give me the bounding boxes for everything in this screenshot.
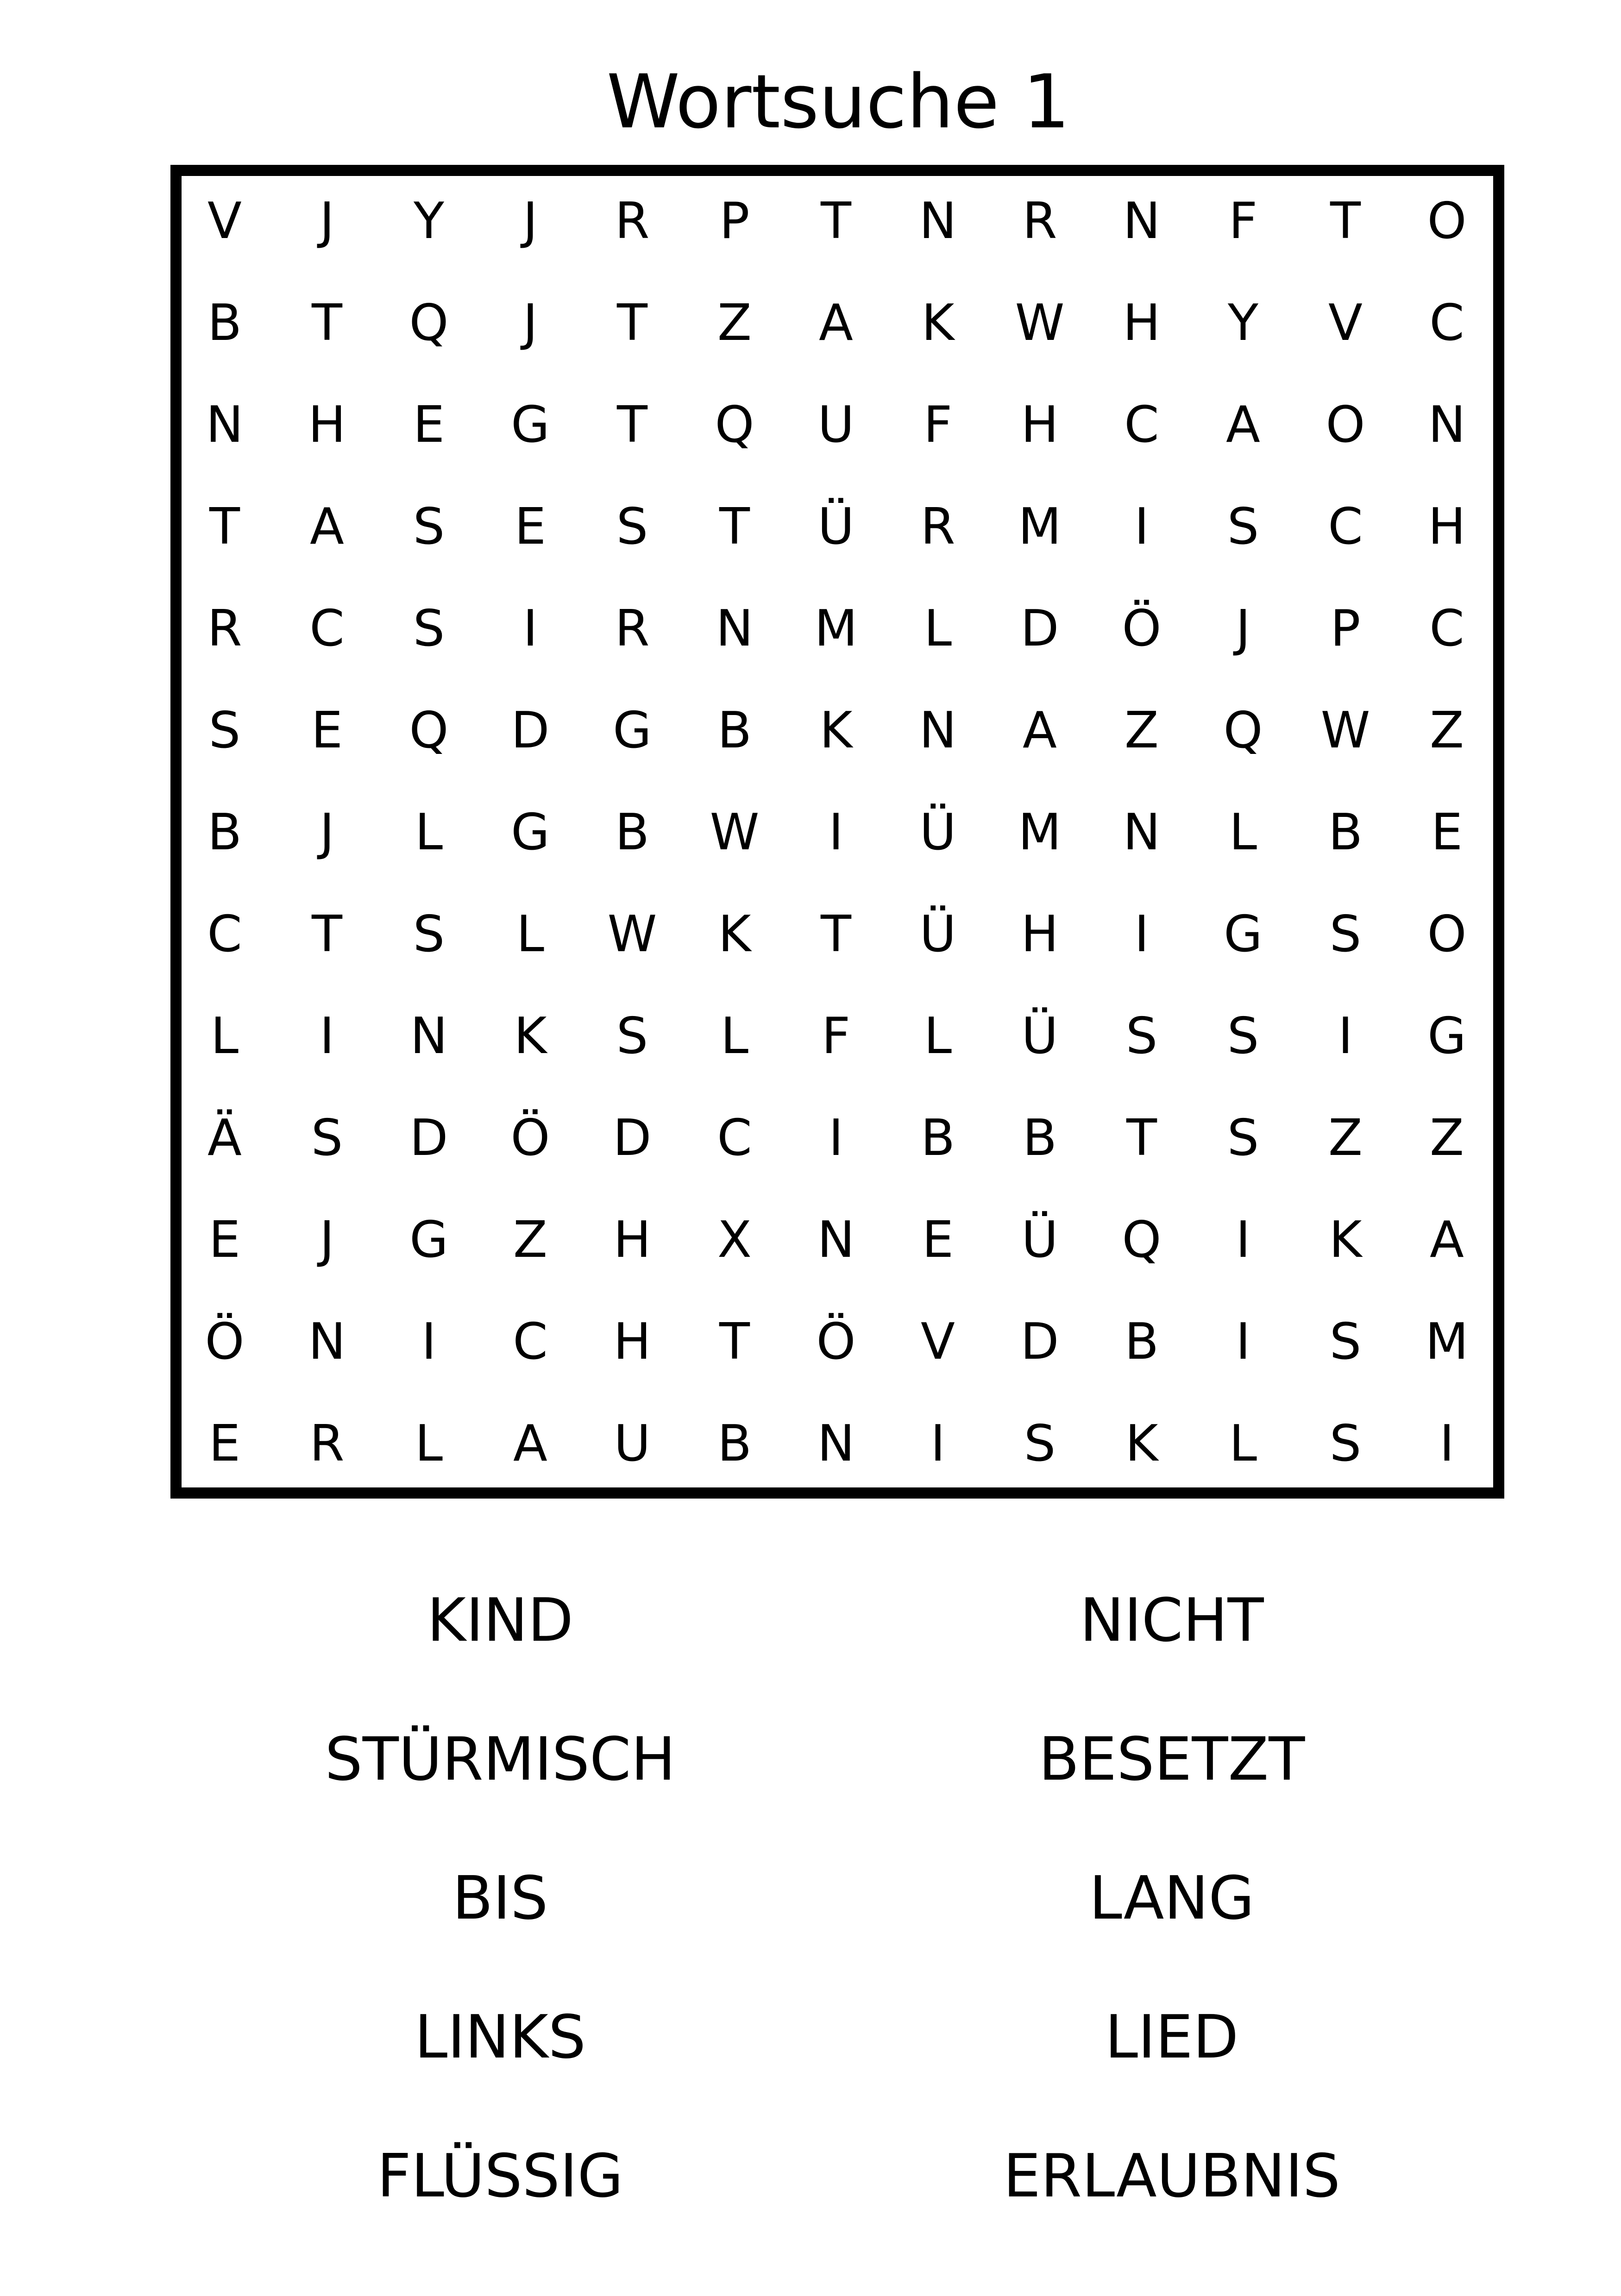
grid-letter[interactable]: Ü: [919, 803, 956, 861]
grid-letter[interactable]: Z: [1430, 1109, 1464, 1167]
grid-row: [182, 1189, 1493, 1291]
grid-letter[interactable]: Z: [1430, 702, 1464, 759]
grid-letter[interactable]: D: [511, 702, 550, 759]
grid-letter[interactable]: J: [523, 294, 538, 352]
grid-letter[interactable]: G: [1224, 905, 1263, 963]
grid-letter[interactable]: B: [615, 803, 650, 861]
grid-letter[interactable]: E: [208, 1415, 241, 1473]
grid-letter[interactable]: U: [817, 396, 854, 454]
search-word: LIED: [1105, 2003, 1239, 2072]
grid-row: [182, 884, 1493, 985]
grid-letter[interactable]: A: [310, 498, 344, 556]
grid-letter[interactable]: B: [1022, 1109, 1057, 1167]
grid-letter[interactable]: C: [207, 905, 242, 963]
grid-letter[interactable]: I: [1236, 1313, 1250, 1371]
grid-letter[interactable]: Q: [1122, 1211, 1162, 1269]
grid-letter[interactable]: J: [320, 192, 334, 250]
grid-letter[interactable]: K: [921, 294, 955, 352]
grid-letter[interactable]: S: [413, 498, 445, 556]
grid-letter[interactable]: Z: [513, 1211, 547, 1269]
grid-letter[interactable]: T: [617, 396, 647, 454]
grid-letter[interactable]: R: [920, 498, 955, 556]
letter-grid: [170, 165, 1504, 1499]
grid-letter[interactable]: H: [1021, 396, 1059, 454]
grid-letter[interactable]: E: [514, 498, 547, 556]
grid-letter[interactable]: R: [615, 192, 650, 250]
grid-letter[interactable]: L: [1229, 803, 1257, 861]
worksheet-title: Wortsuche 1: [606, 58, 1070, 145]
grid-letter[interactable]: N: [817, 1415, 855, 1473]
grid-letter[interactable]: I: [320, 1007, 334, 1065]
grid-letter[interactable]: C: [513, 1313, 548, 1371]
grid-letter[interactable]: I: [421, 1313, 436, 1371]
grid-letter[interactable]: S: [616, 1007, 648, 1065]
grid-letter[interactable]: B: [207, 803, 242, 861]
grid-letter[interactable]: Y: [1228, 294, 1258, 352]
grid-letter[interactable]: Z: [1328, 1109, 1363, 1167]
grid-letter[interactable]: H: [308, 396, 346, 454]
grid-letter[interactable]: S: [1329, 1415, 1362, 1473]
grid-letter[interactable]: Y: [414, 192, 444, 250]
grid-letter[interactable]: L: [924, 1007, 952, 1065]
grid-letter[interactable]: Ö: [510, 1109, 550, 1167]
grid-letter[interactable]: B: [717, 702, 752, 759]
grid-letter[interactable]: O: [1427, 192, 1467, 250]
grid-letter[interactable]: H: [613, 1211, 651, 1269]
grid-letter[interactable]: F: [821, 1007, 851, 1065]
grid-row: [182, 170, 1493, 272]
grid-letter[interactable]: I: [1134, 498, 1149, 556]
grid-letter[interactable]: I: [1338, 1007, 1353, 1065]
grid-letter[interactable]: T: [312, 905, 342, 963]
grid-letter[interactable]: S: [1125, 1007, 1158, 1065]
grid-letter[interactable]: W: [1015, 294, 1065, 352]
grid-letter[interactable]: N: [1428, 396, 1466, 454]
grid-letter[interactable]: M: [1018, 498, 1062, 556]
grid-letter[interactable]: S: [616, 498, 648, 556]
grid-letter[interactable]: L: [210, 1007, 239, 1065]
grid-letter[interactable]: K: [1125, 1415, 1158, 1473]
grid-row: [182, 1393, 1493, 1495]
grid-letter[interactable]: N: [410, 1007, 448, 1065]
grid-letter[interactable]: I: [1439, 1415, 1454, 1473]
grid-letter[interactable]: B: [207, 294, 242, 352]
grid-letter[interactable]: A: [1023, 702, 1057, 759]
grid-letter[interactable]: T: [312, 294, 342, 352]
grid-letter[interactable]: C: [1328, 498, 1363, 556]
grid-letter[interactable]: W: [1320, 702, 1370, 759]
search-word: KIND: [427, 1586, 573, 1655]
grid-letter[interactable]: K: [1329, 1211, 1362, 1269]
search-word: ERLAUBNIS: [1003, 2142, 1340, 2211]
grid-letter[interactable]: K: [819, 702, 853, 759]
grid-row: [182, 1087, 1493, 1189]
grid-letter[interactable]: Ö: [1122, 600, 1162, 658]
grid-letter[interactable]: N: [817, 1211, 855, 1269]
grid-letter[interactable]: H: [1021, 905, 1059, 963]
grid-letter[interactable]: N: [308, 1313, 346, 1371]
search-word: FLÜSSIG: [377, 2142, 623, 2211]
search-word: STÜRMISCH: [325, 1725, 676, 1794]
grid-letter[interactable]: S: [311, 1109, 343, 1167]
grid-letter[interactable]: G: [511, 396, 550, 454]
grid-letter[interactable]: L: [924, 600, 952, 658]
grid-letter[interactable]: B: [1328, 803, 1363, 861]
grid-letter[interactable]: R: [309, 1415, 345, 1473]
grid-letter[interactable]: E: [208, 1211, 241, 1269]
grid-letter[interactable]: V: [1328, 294, 1363, 352]
grid-letter[interactable]: S: [208, 702, 241, 759]
grid-letter[interactable]: N: [716, 600, 754, 658]
grid-letter[interactable]: J: [320, 803, 334, 861]
grid-letter[interactable]: P: [1330, 600, 1361, 658]
grid-row: [182, 680, 1493, 782]
grid-letter[interactable]: N: [919, 192, 957, 250]
grid-letter[interactable]: T: [617, 294, 647, 352]
grid-letter[interactable]: Q: [1223, 702, 1263, 759]
grid-letter[interactable]: J: [320, 1211, 334, 1269]
grid-letter[interactable]: U: [614, 1415, 651, 1473]
search-word: BIS: [452, 1864, 548, 1933]
grid-letter[interactable]: I: [829, 803, 843, 861]
grid-letter[interactable]: I: [523, 600, 538, 658]
grid-letter[interactable]: C: [1429, 600, 1464, 658]
grid-letter[interactable]: S: [413, 905, 445, 963]
grid-letter[interactable]: W: [607, 905, 657, 963]
grid-letter[interactable]: L: [516, 905, 545, 963]
grid-letter[interactable]: A: [1430, 1211, 1464, 1269]
grid-letter[interactable]: I: [1236, 1211, 1250, 1269]
grid-letter[interactable]: Ä: [207, 1109, 242, 1167]
search-word: NICHT: [1080, 1586, 1264, 1655]
grid-letter[interactable]: Z: [717, 294, 752, 352]
grid-letter[interactable]: E: [311, 702, 343, 759]
grid-letter[interactable]: D: [613, 1109, 652, 1167]
grid-letter[interactable]: E: [413, 396, 445, 454]
grid-letter[interactable]: G: [511, 803, 550, 861]
grid-letter[interactable]: C: [309, 600, 345, 658]
grid-letter[interactable]: O: [1326, 396, 1365, 454]
search-word: BESETZT: [1038, 1725, 1305, 1794]
grid-letter[interactable]: J: [523, 192, 538, 250]
grid-letter[interactable]: Q: [409, 294, 449, 352]
letter-grid-cells: [182, 176, 1493, 1487]
grid-letter[interactable]: I: [930, 1415, 945, 1473]
grid-letter[interactable]: T: [821, 192, 851, 250]
grid-row: [182, 476, 1493, 578]
grid-letter[interactable]: S: [1227, 1109, 1259, 1167]
grid-letter[interactable]: G: [613, 702, 652, 759]
grid-letter[interactable]: E: [922, 1211, 954, 1269]
search-word: LANG: [1089, 1864, 1255, 1933]
grid-row: [182, 1291, 1493, 1393]
grid-letter[interactable]: O: [1427, 905, 1467, 963]
grid-letter[interactable]: S: [1227, 498, 1259, 556]
grid-letter[interactable]: T: [209, 498, 240, 556]
grid-letter[interactable]: D: [409, 1109, 448, 1167]
grid-letter[interactable]: R: [1022, 192, 1057, 250]
grid-letter[interactable]: M: [814, 600, 858, 658]
grid-letter[interactable]: J: [1236, 600, 1250, 658]
grid-row: [182, 985, 1493, 1087]
grid-letter[interactable]: Ü: [817, 498, 854, 556]
grid-letter[interactable]: R: [615, 600, 650, 658]
grid-letter[interactable]: S: [1329, 905, 1362, 963]
grid-letter[interactable]: A: [513, 1415, 547, 1473]
search-word: LINKS: [415, 2003, 586, 2072]
grid-letter[interactable]: H: [1123, 294, 1161, 352]
grid-letter[interactable]: K: [514, 1007, 547, 1065]
grid-letter[interactable]: B: [920, 1109, 955, 1167]
grid-letter[interactable]: H: [613, 1313, 651, 1371]
grid-letter[interactable]: F: [1228, 192, 1258, 250]
grid-letter[interactable]: L: [1229, 1415, 1257, 1473]
grid-letter[interactable]: K: [718, 905, 751, 963]
grid-letter[interactable]: S: [1024, 1415, 1056, 1473]
grid-letter[interactable]: A: [819, 294, 853, 352]
grid-letter[interactable]: N: [206, 396, 244, 454]
grid-letter[interactable]: M: [1425, 1313, 1469, 1371]
grid-row: [182, 578, 1493, 680]
grid-letter[interactable]: Ö: [816, 1313, 856, 1371]
grid-letter[interactable]: Z: [1125, 702, 1159, 759]
grid-row: [182, 782, 1493, 884]
grid-letter[interactable]: E: [1431, 803, 1463, 861]
grid-letter[interactable]: N: [1123, 803, 1161, 861]
grid-letter[interactable]: V: [207, 192, 242, 250]
grid-letter[interactable]: T: [719, 498, 750, 556]
grid-letter[interactable]: D: [1020, 1313, 1059, 1371]
grid-letter[interactable]: P: [719, 192, 750, 250]
grid-letter[interactable]: B: [717, 1415, 752, 1473]
grid-row: [182, 272, 1493, 374]
grid-letter[interactable]: L: [415, 803, 443, 861]
grid-letter[interactable]: F: [923, 396, 953, 454]
grid-letter[interactable]: Ö: [205, 1313, 245, 1371]
grid-letter[interactable]: A: [1226, 396, 1260, 454]
grid-letter[interactable]: Ü: [1021, 1211, 1058, 1269]
grid-letter[interactable]: L: [415, 1415, 443, 1473]
grid-letter[interactable]: I: [1134, 905, 1149, 963]
grid-letter[interactable]: T: [821, 905, 851, 963]
grid-letter[interactable]: Q: [715, 396, 754, 454]
grid-letter[interactable]: L: [720, 1007, 749, 1065]
grid-letter[interactable]: N: [1123, 192, 1161, 250]
grid-letter[interactable]: S: [1227, 1007, 1259, 1065]
grid-letter[interactable]: C: [1124, 396, 1159, 454]
grid-letter[interactable]: D: [1020, 600, 1059, 658]
grid-letter[interactable]: H: [1428, 498, 1466, 556]
grid-letter[interactable]: S: [1329, 1313, 1362, 1371]
grid-letter[interactable]: S: [413, 600, 445, 658]
grid-letter[interactable]: V: [921, 1313, 955, 1371]
grid-letter[interactable]: X: [717, 1211, 752, 1269]
grid-letter[interactable]: I: [829, 1109, 843, 1167]
grid-letter[interactable]: T: [1330, 192, 1361, 250]
grid-letter[interactable]: C: [717, 1109, 752, 1167]
grid-letter[interactable]: T: [719, 1313, 750, 1371]
grid-letter[interactable]: R: [207, 600, 242, 658]
grid-letter[interactable]: G: [409, 1211, 448, 1269]
grid-letter[interactable]: C: [1429, 294, 1464, 352]
grid-letter[interactable]: Ü: [1021, 1007, 1058, 1065]
grid-letter[interactable]: G: [1427, 1007, 1466, 1065]
grid-letter[interactable]: N: [919, 702, 957, 759]
grid-letter[interactable]: M: [1018, 803, 1062, 861]
grid-letter[interactable]: Q: [409, 702, 449, 759]
grid-letter[interactable]: T: [1126, 1109, 1157, 1167]
grid-row: [182, 374, 1493, 476]
grid-letter[interactable]: B: [1124, 1313, 1159, 1371]
grid-letter[interactable]: Ü: [919, 905, 956, 963]
grid-letter[interactable]: W: [710, 803, 760, 861]
